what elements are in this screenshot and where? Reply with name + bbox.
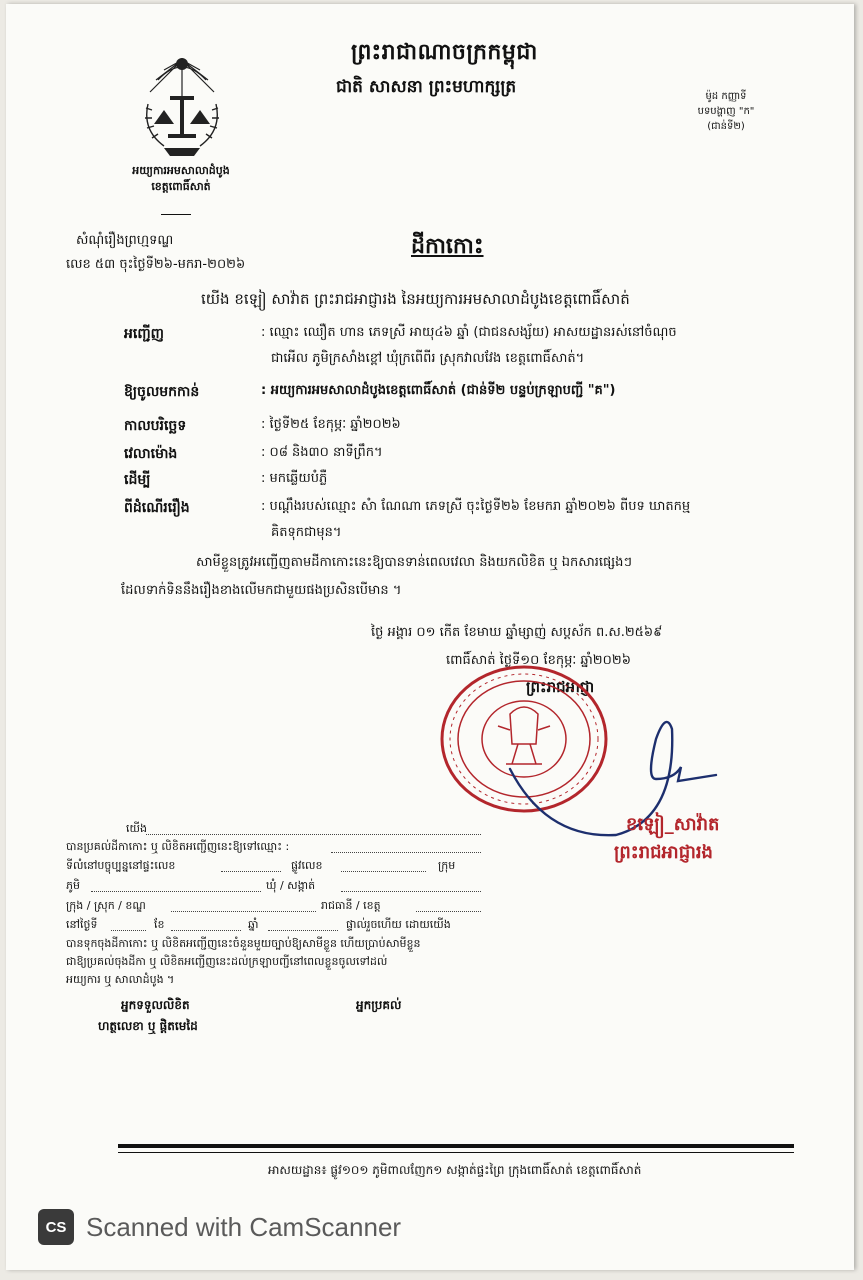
form-ref-line3: (ជាន់ទី២)	[707, 121, 745, 132]
form-blank-line1	[146, 834, 481, 835]
form-receiver-label: អ្នកទទួលលិខិត	[121, 998, 190, 1012]
field-value-invite-cont: ជាអើល ភូមិក្រសាំងខ្ពៅ ឃុំក្រពើពីរ ស្រុកវាលវែង ខេត្តពោធិ៍សាត់។	[271, 351, 585, 366]
field-label-purpose: ដើម្បី	[124, 472, 151, 488]
national-motto: ជាតិ សាសនា ព្រះមហាក្សត្រ	[336, 77, 517, 97]
form-blank-line5b	[416, 911, 481, 912]
footer-rule-thick	[118, 1144, 794, 1148]
form-thumbprint-label: ហត្ថលេខា ឬ ផ្តិតមេដៃ	[98, 1019, 198, 1033]
field-value-case-cont: គិតទុកជាមុន។	[271, 525, 342, 540]
form-line3c: ក្រុម	[438, 859, 456, 872]
instruction-line1: សាមីខ្លួនត្រូវអញ្ជើញតាមដីកាកោះនេះឱ្យបានទាន់ពេលវេលា និងយកលិខិត ឬ ឯកសារផ្សេងៗ	[196, 555, 632, 570]
form-line4a: ភូមិ	[66, 879, 80, 892]
form-deliverer-label: អ្នកប្រគល់	[356, 998, 402, 1012]
document-title: ដីកាកោះ	[411, 234, 484, 259]
form-line8: ជាឱ្យប្រគល់ចុងដីកា ឬ លិខិតអញ្ជើញនេះដល់ក្រឡាបញ្ជីនៅពេលខ្លួនចូលទៅដល់	[66, 955, 388, 968]
kingdom-title: ព្រះរាជាណាចក្រកម្ពុជា	[351, 40, 538, 65]
form-line5b: រាជធានី / ខេត្ត	[321, 899, 381, 912]
form-blank-line6a	[111, 930, 146, 931]
camscanner-watermark	[38, 1207, 401, 1247]
form-blank-line5a	[171, 911, 316, 912]
document-page	[6, 4, 854, 1270]
field-label-time: វេលាម៉ោង	[124, 446, 178, 462]
field-label-invite: អញ្ជើញ	[124, 326, 164, 342]
case-file-label: សំណុំរឿងព្រហ្មទណ្ឌ	[76, 233, 174, 248]
form-blank-line6c	[268, 930, 338, 931]
form-line6c: ឆ្នាំ	[248, 918, 259, 931]
form-ref-line1: ម៉ូដ កញ្ញាទី	[705, 91, 747, 102]
form-line7: បានទុកចុងដីកាកោះ ឬ លិខិតអញ្ជើញនេះចំនួនមួយច្បាប់ឱ្យសាមីខ្លួន ហើយប្រាប់សាមីខ្លួន	[66, 937, 421, 950]
field-label-destination: ឱ្យចូលមកកាន់	[124, 384, 200, 400]
footer-address: អាសយដ្ឋាន៖ ផ្លូវ១០១ ភូមិពាលញែក១ សង្កាត់ផ្ទះព្រៃ ក្រុងពោធិ៍សាត់ ខេត្តពោធិ៍សាត់	[268, 1163, 642, 1177]
field-value-date: : ថ្ងៃទី២៥ ខែកុម្ភៈ ឆ្នាំ២០២៦	[261, 417, 401, 432]
form-line3a: ទីលំនៅបច្ចុប្បន្ននៅផ្ទះលេខ	[66, 859, 176, 872]
form-blank-line3a	[221, 871, 281, 872]
form-blank-line6b	[171, 930, 241, 931]
field-label-case: ពីដំណើររឿង	[124, 500, 190, 516]
date-solar: ពោធិ៍សាត់ ថ្ងៃទី១០ ខែកុម្ភៈ ឆ្នាំ២០២៦	[446, 653, 631, 668]
field-label-date: កាលបរិច្ឆេទ	[124, 418, 187, 434]
emblem-icon	[134, 50, 230, 160]
field-value-case: : បណ្តឹងរបស់ឈ្មោះ សំា ណែណា ភេទស្រី ចុះថ្ងៃទី២៦ ខែមករា ឆ្នាំ២០២៦ ពីបទ ឃាតកម្ម	[261, 499, 691, 514]
form-ref-line2: បទបង្ហាញ "ក"	[697, 106, 755, 117]
signatory-name: ខឡៀ_សាវ៉ាត	[626, 814, 720, 835]
instruction-line2: ដែលទាក់ទិននឹងរឿងខាងលើមកជាមួយផងប្រសិនបើមាន ។	[121, 583, 402, 598]
footer-rule-thin	[118, 1152, 794, 1153]
case-file-number: លេខ ៥៣ ចុះថ្ងៃទី២៦-មករា-២០២៦	[66, 257, 246, 272]
form-line4b: ឃុំ / សង្កាត់	[266, 879, 316, 892]
form-line6d: ផ្ទាល់រួចហើយ ដោយយើង	[346, 918, 451, 931]
form-line1: យើង	[126, 822, 147, 835]
date-lunar: ថ្ងៃ អង្គារ ០១ កើត ខែមាឃ ឆ្នាំម្សាញ់ សប្តស័ក ព.ស.២៥៦៩	[371, 625, 663, 640]
form-line6b: ខែ	[154, 918, 165, 931]
field-value-purpose: : មកឆ្លើយបំភ្លឺ	[261, 471, 328, 486]
signatory-title: ព្រះរាជអាជ្ញារង	[614, 842, 713, 863]
form-blank-line4a	[91, 891, 261, 892]
court-name-line2: ខេត្តពោធិ៍សាត់	[151, 180, 211, 193]
form-line9: អយ្យការ ឬ សាលាដំបូង ។	[66, 973, 175, 986]
field-value-destination: : អយ្យការអមសាលាដំបូងខេត្តពោធិ៍សាត់ (ជាន់ទី២ បន្ទប់ក្រឡាបញ្ជី "គ")	[261, 383, 616, 398]
form-line2: បានប្រគល់ដីកាកោះ ឬ លិខិតអញ្ជើញនេះឱ្យទៅឈ្មោះ :	[66, 840, 290, 853]
form-line5a: ក្រុង / ស្រុក / ខណ្ឌ	[66, 899, 146, 912]
camscanner-label: Scanned with CamScanner	[86, 1211, 402, 1242]
issuer-line: យើង ខឡៀ សាវ៉ាត ព្រះរាជអាជ្ញារង នៃអយ្យការអមសាលាដំបូងខេត្តពោធិ៍សាត់	[201, 290, 630, 308]
prosecutor-title: ព្រះរាជអាជ្ញា	[526, 678, 595, 696]
field-value-invite: : ឈ្មោះ ឈឿត ហាន ភេទស្រី អាយុ៤៦ ឆ្នាំ (ជាជនសង្ស័យ) អាសយដ្ឋានរស់នៅចំណុច	[261, 325, 677, 340]
emblem-divider	[161, 214, 191, 215]
form-line6a: នៅថ្ងៃទី	[66, 918, 98, 931]
form-blank-line4b	[341, 891, 481, 892]
form-blank-line2	[331, 852, 481, 853]
court-name-line1: អយ្យការអមសាលាដំបូង	[132, 164, 230, 177]
form-line3b: ផ្លូវលេខ	[291, 859, 323, 872]
field-value-time: : ០៨ និង៣០ នាទីព្រឹក។	[261, 445, 383, 460]
camscanner-logo-icon: CS	[38, 1209, 74, 1245]
court-emblem	[134, 50, 230, 160]
form-blank-line3b	[341, 871, 426, 872]
